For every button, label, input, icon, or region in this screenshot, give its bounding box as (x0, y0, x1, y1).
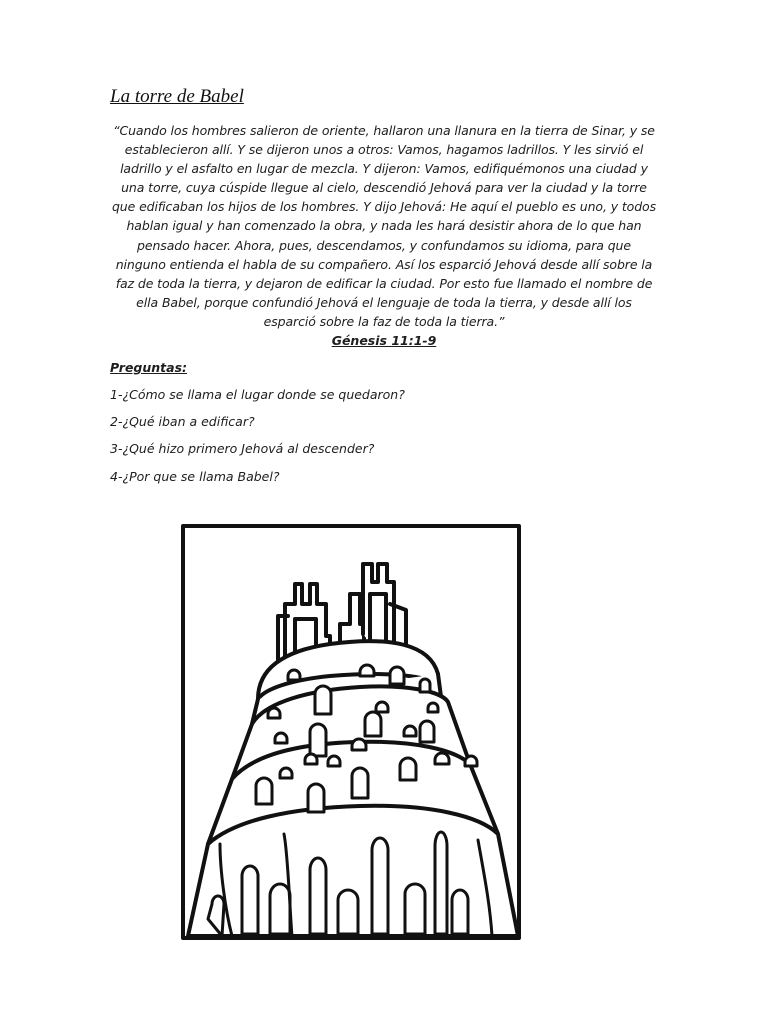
question-item: 1-¿Cómo se llama el lugar donde se quedaron? (110, 387, 405, 402)
bible-passage (104, 121, 664, 331)
passage-line: hablan igual y han comenzado la obra, y nada les hará desistir ahora de lo que han (126, 218, 642, 234)
passage-line: ella Babel, porque confundió Jehová el lenguaje de toda la tierra, y desde allí los (136, 294, 632, 310)
passage-line: una torre, cuya cúspide llegue al cielo, descendió Jehová para ver la ciudad y la torre (121, 180, 647, 196)
passage-line: esparció sobre la faz de toda la tierra.” (263, 313, 505, 329)
passage-line: ladrillo y el asfalto en lugar de mezcla. Y dijeron: Vamos, edifiquémonos una ciudad y (120, 161, 648, 177)
passage-line: que edificaban los hijos de los hombres. Y dijo Jehová: He aquí el pueblo es uno, y todos (111, 199, 657, 215)
questions-heading: Preguntas: (110, 360, 188, 375)
passage-line: “Cuando los hombres salieron de oriente, hallaron una llanura en la tierra de Sinar, y se (113, 123, 655, 138)
passage-line: pensado hacer. Ahora, pues, descendamos, y confundamos su idioma, para que (137, 237, 631, 253)
question-item: 2-¿Qué iban a edificar? (110, 414, 255, 429)
passage-line: faz de toda la tierra, y dejaron de edificar la ciudad. Por esto fue llamado el nombre de (115, 275, 653, 291)
passage-reference: Génesis 11:1-9 (331, 333, 437, 348)
page-title: La torre de Babel (110, 86, 244, 107)
tower-of-babel-illustration (180, 524, 524, 944)
question-item: 4-¿Por que se llama Babel? (110, 469, 280, 484)
question-item: 3-¿Qué hizo primero Jehová al descender? (110, 441, 375, 456)
passage-line: ninguno entienda el habla de su compañero. Así los esparció Jehová desde allí sobre la (115, 256, 653, 272)
passage-line: establecieron allí. Y se dijeron unos a otros: Vamos, hagamos ladrillos. Y les sirvió el (124, 142, 644, 158)
